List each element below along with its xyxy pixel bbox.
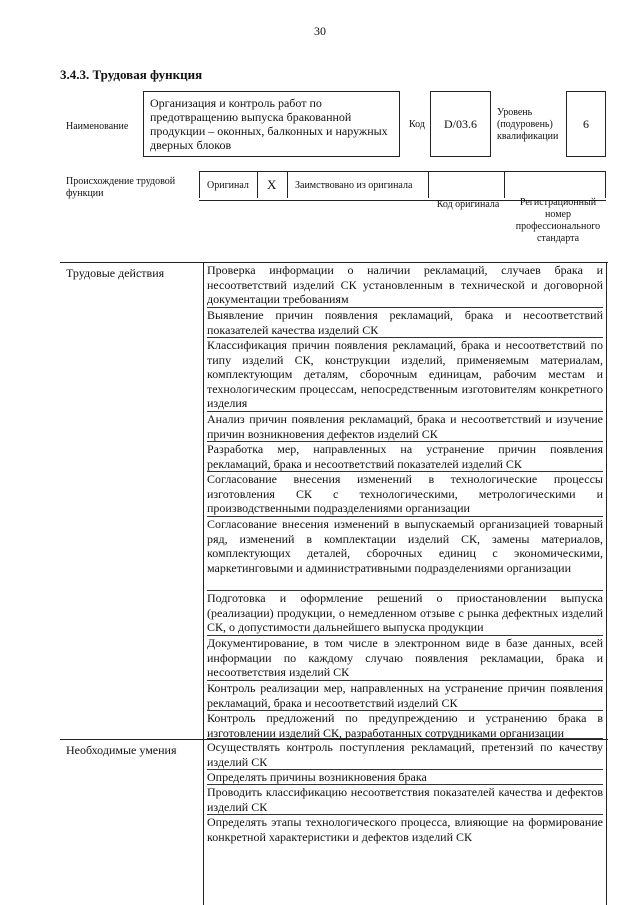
skill-4: Определять этапы технологического процесса, влияющие на формирование конкретной характеристики и дефектов изделий СК: [207, 815, 603, 844]
function-name-box: Организация и контроль работ по предотвращению выпуска бракованной продукции – оконных, балконных и наружных дверных блоков: [143, 91, 400, 157]
labor-action-7: Согласование внесения изменений в выпускаемый организацией товарный ряд, изменений в комплектации изделий СК, замены материалов, комплектующих деталей, сборочных единиц с экономическими, маркетинговыми и административными подразделениями организации: [207, 517, 603, 591]
labor-action-6: Согласование внесения изменений в технологические процессы изготовления СК с технологическими, метрологическими и производственными подразделениями организации: [207, 472, 603, 516]
qualification-level-box: 6: [566, 91, 606, 157]
origin-label: Происхождение трудовой функции: [66, 176, 176, 199]
labor-action-1: Проверка информации о наличии рекламаций, случаев брака и несоответствий изделий СК установленным в технической и договорной документации требованиям: [207, 263, 603, 307]
level-label: Уровень (подуровень) квалификации: [497, 107, 559, 142]
labor-action-8: Подготовка и оформление решений о приостановлении выпуска (реализации) продукции, о немедленном отзыве с рынка дефектных изделий СК, о допустимости дальнейшего выпуска продукции: [207, 591, 603, 635]
labor-actions-label: Трудовые действия: [66, 266, 165, 280]
origin-original-cell: Оригинал: [207, 179, 249, 191]
labor-action-10: Контроль реализации мер, направленных на устранение причин появления рекламаций, брака и несоответствий изделий СК: [207, 681, 603, 710]
skill-1: Осуществлять контроль поступления рекламаций, претензий по качеству изделий СК: [207, 740, 603, 769]
code-label: Код: [409, 119, 425, 130]
skills-label: Необходимые умения: [66, 743, 177, 757]
skill-2: Определять причины возникновения брака: [207, 770, 603, 785]
origin-mark: X: [267, 177, 277, 192]
labor-action-5: Разработка мер, направленных на устранение причин появления рекламаций, брака и несоответствий показателей изделий СК: [207, 442, 603, 471]
labor-action-4: Анализ причин появления рекламаций, брака и несоответствий и изучение причин возникновения дефектов изделий СК: [207, 412, 603, 441]
origin-borrowed-cell: Заимствовано из оригинала: [295, 179, 413, 191]
function-code-box: D/03.6: [430, 91, 491, 157]
origin-code-caption: Код оригинала: [436, 199, 500, 210]
labor-action-2: Выявление причин появления рекламаций, брака и несоответствий показателей качества изделий СК: [207, 308, 603, 337]
labor-action-9: Документирование, в том числе в электронном виде в базе данных, всей информации по каждому случаю появления рекламации, брака и несоответствия изделий СК: [207, 636, 603, 680]
labor-action-11: Контроль предложений по предупреждению и устранению брака в изготовлении изделий СК, разработанных сотрудниками организации: [207, 711, 603, 740]
origin-reg-caption: Регистрационный номер профессионального стандарта: [515, 197, 601, 244]
section-heading: 3.4.3. Трудовая функция: [60, 67, 203, 82]
skill-3: Проводить классификацию несоответствия показателей качества и дефектов изделий СК: [207, 785, 603, 814]
page-number: 30: [314, 24, 326, 38]
name-label: Наименование: [66, 121, 129, 132]
labor-action-3: Классификация причин появления рекламаций, брака и несоответствий по типу изделий СК, конструкции изделий, применяемым материалам, комплектующим деталям, сборочным единицам, рабочим местам и технологическим процессам, непосредственным изготовителям конкретного изделия: [207, 338, 603, 411]
